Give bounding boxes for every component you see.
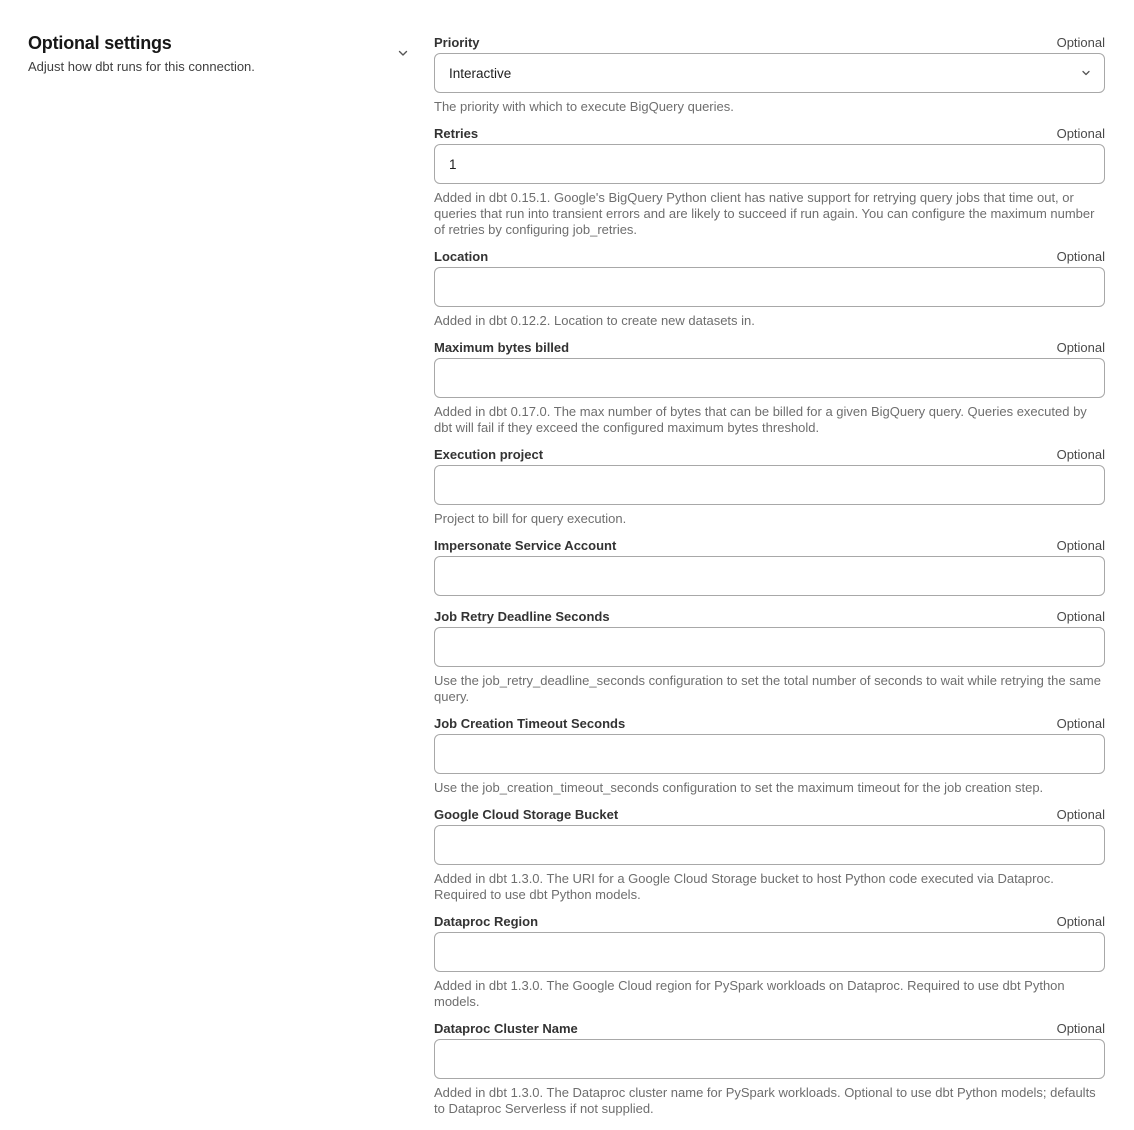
impersonate-service-account-optional-tag: Optional	[1056, 538, 1105, 553]
section-subtitle: Adjust how dbt runs for this connection.	[28, 59, 255, 74]
job-retry-deadline-seconds-optional-tag: Optional	[1056, 609, 1105, 624]
field-head	[434, 717, 1105, 731]
maximum-bytes-billed-optional-tag: Optional	[1056, 340, 1105, 355]
field-dataproc-cluster-name	[434, 1022, 1105, 1117]
job-retry-deadline-seconds-input[interactable]	[434, 627, 1105, 667]
location-helper-text: Added in dbt 0.12.2. Location to create new datasets in.	[434, 313, 755, 328]
dataproc-cluster-name-optional-tag: Optional	[1056, 1021, 1105, 1036]
execution-project-optional-tag: Optional	[1056, 447, 1105, 462]
maximum-bytes-billed-input[interactable]	[434, 358, 1105, 398]
field-location	[434, 250, 1105, 329]
priority-helper-text: The priority with which to execute BigQuery queries.	[434, 99, 734, 114]
section-collapse-toggle[interactable]	[396, 46, 410, 60]
priority-selected-value: Interactive	[449, 65, 512, 81]
retries-optional-tag: Optional	[1056, 126, 1105, 141]
field-head	[434, 808, 1105, 822]
section-header	[0, 0, 434, 1130]
field-impersonate-service-account	[434, 539, 1105, 596]
field-head	[434, 539, 1105, 553]
execution-project-input[interactable]	[434, 465, 1105, 505]
field-head	[434, 36, 1105, 50]
impersonate-service-account-input[interactable]	[434, 556, 1105, 596]
dataproc-region-label: Dataproc Region	[434, 914, 539, 929]
chevron-down-icon	[1080, 67, 1092, 79]
dataproc-region-optional-tag: Optional	[1056, 914, 1105, 929]
google-cloud-storage-bucket-helper-text: Added in dbt 1.3.0. The URI for a Google Cloud Storage bucket to host Python code executed via Dataproc. Required to use dbt Python models.	[434, 871, 1054, 902]
google-cloud-storage-bucket-optional-tag: Optional	[1056, 807, 1105, 822]
priority-label: Priority	[434, 35, 480, 50]
retries-input[interactable]	[434, 144, 1105, 184]
priority-optional-tag: Optional	[1056, 35, 1105, 50]
section-header-text	[28, 32, 255, 75]
job-retry-deadline-seconds-label: Job Retry Deadline Seconds	[434, 609, 610, 624]
field-head	[434, 610, 1105, 624]
location-input[interactable]	[434, 267, 1105, 307]
field-head	[434, 127, 1105, 141]
job-creation-timeout-seconds-helper-text: Use the job_creation_timeout_seconds configuration to set the maximum timeout for the job creation step.	[434, 780, 1044, 795]
execution-project-label: Execution project	[434, 447, 544, 462]
field-google-cloud-storage-bucket	[434, 808, 1105, 903]
field-head	[434, 915, 1105, 929]
field-head	[434, 1022, 1105, 1036]
section-title: Optional settings	[28, 33, 172, 53]
chevron-down-icon	[396, 46, 410, 60]
retries-helper-text: Added in dbt 0.15.1. Google's BigQuery Python client has native support for retrying query jobs that time out, or queries that run into transient errors and are likely to succeed if run again. You can configure the maximum number of retries by configuring job_retries.	[434, 190, 1095, 237]
field-job-retry-deadline-seconds	[434, 610, 1105, 705]
job-creation-timeout-seconds-optional-tag: Optional	[1056, 716, 1105, 731]
location-optional-tag: Optional	[1056, 249, 1105, 264]
dataproc-region-helper-text: Added in dbt 1.3.0. The Google Cloud region for PySpark workloads on Dataproc. Required to use dbt Python models.	[434, 978, 1065, 1009]
settings-form	[434, 0, 1105, 1130]
maximum-bytes-billed-helper-text: Added in dbt 0.17.0. The max number of bytes that can be billed for a given BigQuery query. Queries executed by dbt will fail if they exceed the configured maximum bytes threshold.	[434, 404, 1087, 435]
field-retries	[434, 127, 1105, 238]
field-dataproc-region	[434, 915, 1105, 1010]
field-priority	[434, 36, 1105, 115]
google-cloud-storage-bucket-input[interactable]	[434, 825, 1105, 865]
field-execution-project	[434, 448, 1105, 527]
field-job-creation-timeout-seconds	[434, 717, 1105, 796]
dataproc-cluster-name-helper-text: Added in dbt 1.3.0. The Dataproc cluster name for PySpark workloads. Optional to use dbt Python models; defaults to Dataproc Serverless if not supplied.	[434, 1085, 1096, 1116]
field-head	[434, 341, 1105, 355]
dataproc-region-input[interactable]	[434, 932, 1105, 972]
field-maximum-bytes-billed	[434, 341, 1105, 436]
job-creation-timeout-seconds-input[interactable]	[434, 734, 1105, 774]
job-creation-timeout-seconds-label: Job Creation Timeout Seconds	[434, 716, 626, 731]
google-cloud-storage-bucket-label: Google Cloud Storage Bucket	[434, 807, 619, 822]
field-head	[434, 448, 1105, 462]
dataproc-cluster-name-input[interactable]	[434, 1039, 1105, 1079]
maximum-bytes-billed-label: Maximum bytes billed	[434, 340, 570, 355]
field-head	[434, 250, 1105, 264]
impersonate-service-account-label: Impersonate Service Account	[434, 538, 617, 553]
job-retry-deadline-seconds-helper-text: Use the job_retry_deadline_seconds configuration to set the total number of seconds to wait while retrying the same query.	[434, 673, 1101, 704]
priority-select[interactable]	[434, 53, 1105, 93]
retries-label: Retries	[434, 126, 479, 141]
execution-project-helper-text: Project to bill for query execution.	[434, 511, 627, 526]
location-label: Location	[434, 249, 489, 264]
dataproc-cluster-name-label: Dataproc Cluster Name	[434, 1021, 578, 1036]
